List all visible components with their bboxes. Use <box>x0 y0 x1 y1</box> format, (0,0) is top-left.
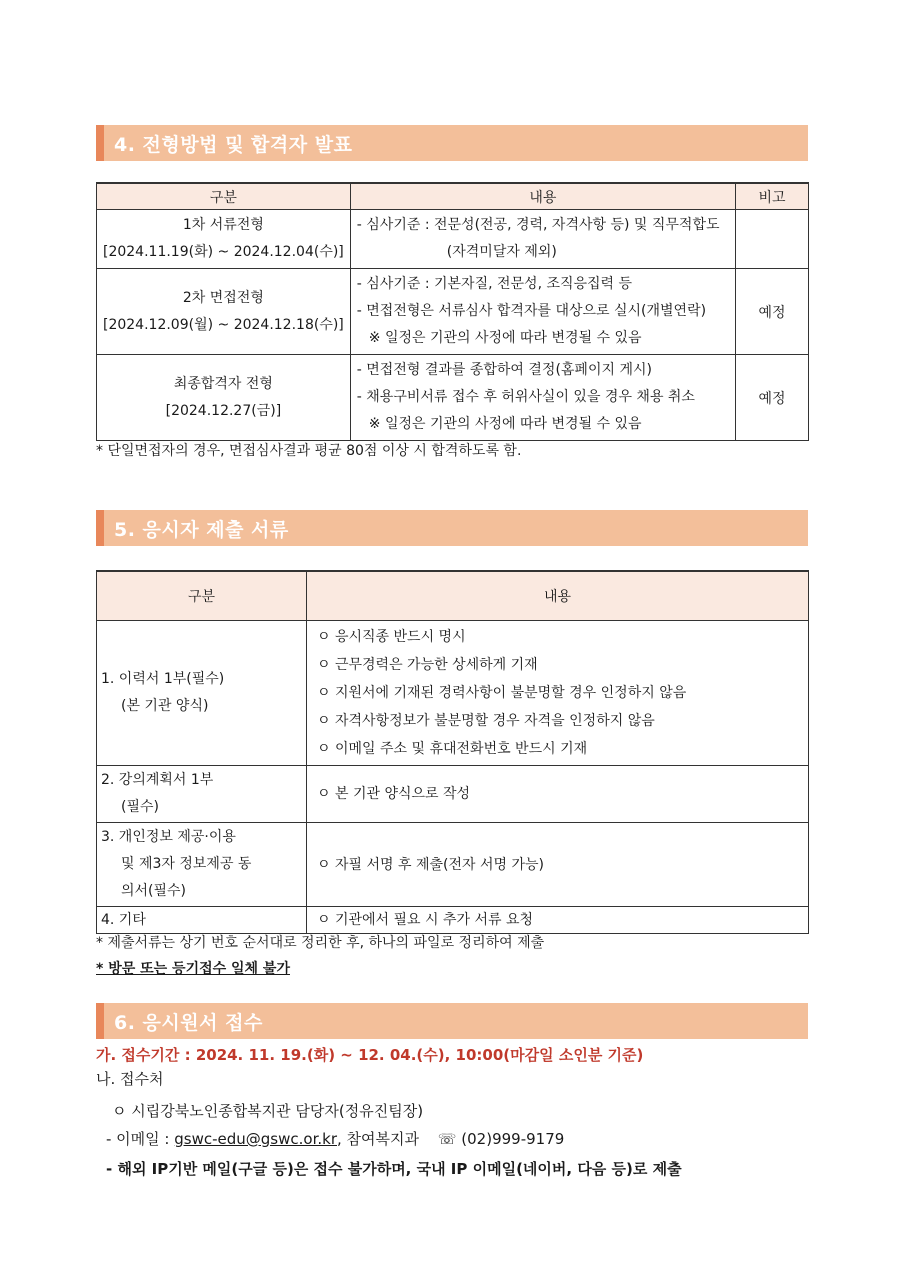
doc-label: 1. 이력서 1부(필수) <box>101 671 225 687</box>
stage-cell <box>97 355 351 441</box>
col-header-content: 내용 <box>307 571 809 621</box>
doc-label-cell <box>97 907 307 934</box>
content-line: (자격미달자 제외) <box>446 244 557 260</box>
col-header-category: 구분 <box>97 571 307 621</box>
content-line: - 심사기준 : 전문성(전공, 경력, 자격사항 등) 및 직무적합도 <box>356 217 720 233</box>
list-item: ㅇ 본 기관 양식으로 작성 <box>317 786 471 802</box>
email-line <box>106 1128 564 1149</box>
documents-table <box>96 570 809 934</box>
doc-items-cell <box>307 823 809 907</box>
phone-number: ☏ (02)999-9179 <box>437 1130 565 1148</box>
stage-name: 최종합격자 전형 <box>173 375 273 392</box>
stage-cell <box>97 210 351 269</box>
table-row <box>97 766 809 823</box>
section4-footnote: * 단일면접자의 경우, 면접심사결과 평균 80점 이상 시 합격하도록 함. <box>96 443 522 459</box>
contact-person: ㅇ 시립강북노인종합복지관 담당자(정유진팀장) <box>112 1102 424 1120</box>
table-row <box>97 907 809 934</box>
doc-label-cell <box>97 823 307 907</box>
doc-label: (본 기관 양식) <box>121 698 209 714</box>
stage-content <box>350 269 735 355</box>
stage-note <box>736 210 809 269</box>
stage-note: 예정 <box>736 269 809 355</box>
content-line: - 면접전형은 서류심사 합격자를 대상으로 실시(개별연락) <box>356 303 707 319</box>
stage-date: [2024.11.19(화) ~ 2024.12.04(수)] <box>103 244 344 260</box>
list-item: ㅇ 이메일 주소 및 휴대전화번호 반드시 기재 <box>317 741 588 757</box>
section5-title: 5. 응시자 제출 서류 <box>114 519 289 541</box>
table-row <box>97 210 809 269</box>
col-header-category: 구분 <box>97 183 351 210</box>
screening-table <box>96 182 809 441</box>
doc-items-cell <box>307 621 809 766</box>
section5-header-bar <box>96 510 808 546</box>
col-header-content: 내용 <box>350 183 735 210</box>
stage-name: 2차 면접전형 <box>182 289 264 306</box>
doc-label: 및 제3자 정보제공 동 <box>121 856 252 872</box>
doc-label: 3. 개인정보 제공·이용 <box>101 829 236 845</box>
doc-label: (필수) <box>121 799 159 815</box>
content-line: ※ 일정은 기관의 사정에 따라 변경될 수 있음 <box>368 330 642 346</box>
doc-label-cell <box>97 621 307 766</box>
col-header-note: 비고 <box>736 183 809 210</box>
content-line: - 채용구비서류 접수 후 허위사실이 있을 경우 채용 취소 <box>356 389 695 405</box>
section4-title: 4. 전형방법 및 합격자 발표 <box>114 134 353 156</box>
table-row <box>97 621 809 766</box>
stage-cell <box>97 269 351 355</box>
doc-items-cell <box>307 907 809 934</box>
application-period: 가. 접수기간 : 2024. 11. 19.(화) ~ 12. 04.(수), 10:00(마감일 소인분 기준) <box>96 1046 644 1064</box>
email-suffix: , 참여복지과 <box>336 1130 419 1148</box>
list-item: ㅇ 근무경력은 가능한 상세하게 기재 <box>317 657 538 673</box>
doc-label: 4. 기타 <box>101 912 146 928</box>
section6-header-bar <box>96 1003 808 1039</box>
doc-label: 의서(필수) <box>121 883 187 899</box>
stage-date: [2024.12.09(월) ~ 2024.12.18(수)] <box>103 316 344 333</box>
section6-title: 6. 응시원서 접수 <box>114 1012 263 1034</box>
content-line: - 면접전형 결과를 종합하여 결정(홈페이지 게시) <box>356 362 652 378</box>
content-line: ※ 일정은 기관의 사정에 따라 변경될 수 있음 <box>368 416 642 432</box>
section5-footnote-2: * 방문 또는 등기접수 일체 불가 <box>96 961 290 977</box>
stage-name: 1차 서류전형 <box>182 217 264 233</box>
stage-content <box>350 355 735 441</box>
doc-label-cell <box>97 766 307 823</box>
email-warning: - 해외 IP기반 메일(구글 등)은 접수 불가하며, 국내 IP 이메일(네이버, 다음 등)로 제출 <box>106 1160 682 1178</box>
submission-place-label: 나. 접수처 <box>96 1070 164 1088</box>
list-item: ㅇ 기관에서 필요 시 추가 서류 요청 <box>317 912 534 928</box>
section5-footnote-1: * 제출서류는 상기 번호 순서대로 정리한 후, 하나의 파일로 정리하여 제출 <box>96 935 545 951</box>
stage-date: [2024.12.27(금)] <box>165 402 282 419</box>
content-line: - 심사기준 : 기본자질, 전문성, 조직응집력 등 <box>356 276 633 292</box>
stage-note: 예정 <box>736 355 809 441</box>
list-item: ㅇ 자격사항정보가 불분명할 경우 자격을 인정하지 않음 <box>317 713 655 729</box>
email-link[interactable]: gswc-edu@gswc.or.kr <box>174 1130 337 1148</box>
table-row <box>97 823 809 907</box>
list-item: ㅇ 응시직종 반드시 명시 <box>317 629 466 645</box>
doc-items-cell <box>307 766 809 823</box>
section4-header-bar <box>96 125 808 161</box>
table-row <box>97 269 809 355</box>
email-prefix: - 이메일 : <box>106 1130 175 1148</box>
list-item: ㅇ 자필 서명 후 제출(전자 서명 가능) <box>317 856 544 873</box>
table-row <box>97 355 809 441</box>
doc-label: 2. 강의계획서 1부 <box>101 772 214 788</box>
list-item: ㅇ 지원서에 기재된 경력사항이 불분명할 경우 인정하지 않음 <box>317 685 687 701</box>
stage-content <box>350 210 735 269</box>
